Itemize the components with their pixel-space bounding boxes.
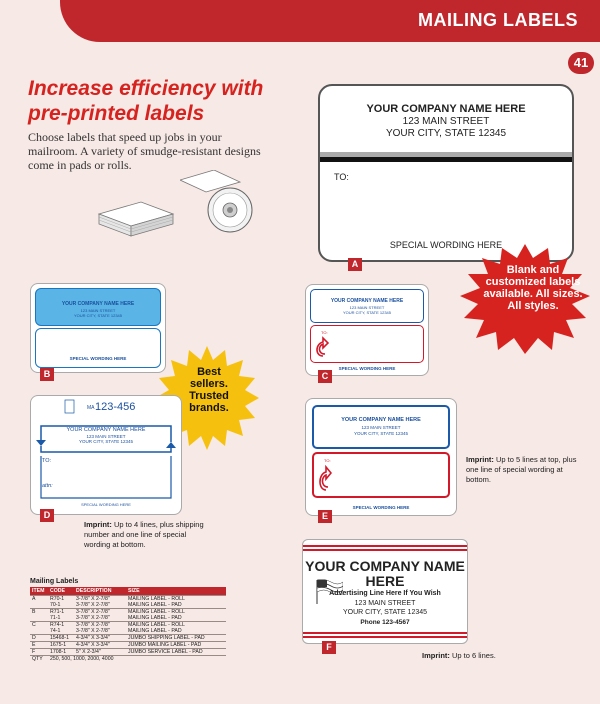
section-title: MAILING LABELS bbox=[418, 10, 578, 30]
mailing-labels-table bbox=[30, 578, 230, 662]
imprint-f-text: Up to 6 lines. bbox=[449, 651, 496, 660]
label-c-special-wording: SPECIAL WORDING HERE bbox=[338, 366, 396, 371]
label-d-code: MA bbox=[87, 405, 95, 411]
label-d-frame bbox=[31, 396, 181, 514]
label-e-company: YOUR COMPANY NAME HERE bbox=[341, 417, 421, 423]
label-c-address-box bbox=[310, 325, 424, 363]
label-c-sample bbox=[305, 284, 429, 376]
label-b-special-wording: SPECIAL WORDING HERE bbox=[69, 356, 127, 361]
table-cell-code: R71-1 bbox=[48, 609, 74, 616]
label-a-to: TO: bbox=[334, 172, 349, 182]
table-header-size: SIZE bbox=[128, 588, 140, 594]
table-header-item: ITEM bbox=[32, 588, 45, 594]
table-cell-item: QTY bbox=[30, 656, 48, 663]
starburst-blank-text: Blank and customized labels available. All sizes. All styles. bbox=[483, 264, 583, 312]
label-f-top-stripe bbox=[303, 549, 467, 551]
label-c-header-box bbox=[310, 289, 424, 323]
table-cell-description: 3-7/8" X 2-7/8" bbox=[74, 596, 126, 603]
table-cell-item: E bbox=[30, 642, 48, 649]
tag-c: C bbox=[318, 370, 332, 383]
imprint-d bbox=[84, 520, 204, 550]
label-d-street: 123 MAIN STREET bbox=[86, 434, 126, 439]
table-cell-code: R70-1 bbox=[48, 596, 74, 603]
label-e-address-box bbox=[312, 452, 450, 498]
label-f-phone: Phone 123-4567 bbox=[360, 619, 410, 626]
label-d-attn: attn: bbox=[42, 483, 53, 489]
label-e-city: YOUR CITY, STATE 12345 bbox=[353, 431, 409, 436]
label-b-street: 123 MAIN STREET bbox=[80, 308, 116, 313]
table-cell-description: 3-7/8" X 2-7/8" bbox=[76, 615, 110, 621]
label-b-city: YOUR CITY, STATE 12345 bbox=[73, 313, 123, 318]
table-row bbox=[30, 656, 226, 663]
label-b-sample bbox=[30, 283, 166, 373]
table-cell-description: 4-3/4" X 3-3/4" bbox=[74, 642, 126, 649]
label-d-to: TO: bbox=[42, 458, 52, 464]
label-f-street: 123 MAIN STREET bbox=[354, 600, 416, 607]
table-cell-description: 3-7/8" X 2-7/8" bbox=[74, 609, 126, 616]
table-row bbox=[30, 635, 226, 642]
label-a-special-wording: SPECIAL WORDING HERE bbox=[389, 240, 503, 250]
tag-a: A bbox=[348, 258, 362, 271]
table-cell-size: MAILING LABEL - ROLL bbox=[126, 596, 226, 603]
table-cell-code: 74-1 bbox=[50, 628, 61, 634]
table-cell-code: 70-1 bbox=[50, 602, 61, 608]
tag-d: D bbox=[40, 509, 54, 522]
table-cell-size: JUMBO SHIPPING LABEL - PAD bbox=[126, 635, 226, 642]
table-header-row bbox=[30, 587, 226, 596]
label-roll-illustration bbox=[180, 170, 260, 234]
header-bar bbox=[0, 0, 600, 46]
imprint-f-label: Imprint: bbox=[422, 651, 450, 660]
table-row bbox=[30, 649, 226, 656]
table-cell-code: 71-1 bbox=[50, 615, 61, 621]
tag-b: B bbox=[40, 368, 54, 381]
label-c-to: TO: bbox=[321, 330, 328, 335]
label-d-company: YOUR COMPANY NAME HERE bbox=[66, 427, 146, 433]
table-body bbox=[30, 596, 226, 663]
label-c-city: YOUR CITY, STATE 12345 bbox=[342, 310, 392, 315]
label-f-bottom-stripe bbox=[303, 632, 467, 634]
label-d-special-wording: SPECIAL WORDING HERE bbox=[81, 502, 131, 507]
table-cell-size: MAILING LABEL - PAD bbox=[128, 602, 182, 608]
table-cell-item: C bbox=[30, 622, 48, 629]
curved-arrow-icon bbox=[313, 332, 329, 358]
table-cell-description: 3-7/8" X 2-7/8" bbox=[74, 622, 126, 629]
tag-e: E bbox=[318, 510, 332, 523]
imprint-f bbox=[422, 651, 542, 661]
table-cell-code: 15468-1 bbox=[48, 635, 74, 642]
table-cell-description: 3-7/8" X 2-7/8" bbox=[76, 602, 110, 608]
label-f-top-stripe bbox=[303, 545, 467, 547]
table-cell-description: 5" X 2-3/4" bbox=[74, 649, 126, 656]
label-a-city: YOUR CITY, STATE 12345 bbox=[385, 128, 507, 139]
table-cell-size: MAILING LABEL - PAD bbox=[128, 615, 182, 621]
label-pad-illustration bbox=[95, 200, 175, 240]
label-e-to: TO: bbox=[324, 458, 331, 463]
label-c-street: 123 MAIN STREET bbox=[349, 305, 385, 310]
table-header-description: DESCRIPTION bbox=[76, 588, 112, 594]
label-a-sample bbox=[318, 84, 574, 262]
table-cell-size: JUMBO SERVICE LABEL - PAD bbox=[126, 649, 226, 656]
label-e-street: 123 MAIN STREET bbox=[361, 425, 401, 430]
label-c-company: YOUR COMPANY NAME HERE bbox=[330, 298, 404, 304]
table-cell-code: 1708-1 bbox=[48, 649, 74, 656]
table-cell-item: D bbox=[30, 635, 48, 642]
table-cell-item: B bbox=[30, 609, 48, 616]
intro-text: Choose labels that speed up jobs in your mailroom. A variety of smudge-resistant designs come in pads or rolls. bbox=[28, 130, 261, 172]
table-cell-size: MAILING LABEL - ROLL bbox=[126, 622, 226, 629]
label-b-company: YOUR COMPANY NAME HERE bbox=[61, 301, 135, 307]
label-d-shipping-number: 123-456 bbox=[95, 401, 136, 413]
label-f-city: YOUR CITY, STATE 12345 bbox=[342, 609, 428, 616]
table-header-code: CODE bbox=[50, 588, 65, 594]
label-d-sample bbox=[30, 395, 182, 515]
product-table bbox=[30, 587, 226, 662]
curved-arrow-icon bbox=[316, 460, 332, 492]
label-b-header-box bbox=[35, 288, 161, 326]
label-f-bottom-stripe bbox=[303, 636, 467, 638]
label-f-company: YOUR COMPANY NAME HERE bbox=[305, 558, 465, 589]
headline: Increase efficiency with pre-printed labels bbox=[28, 77, 264, 125]
label-a-street: 123 MAIN STREET bbox=[402, 116, 490, 127]
imprint-e bbox=[466, 455, 578, 485]
table-cell-size: MAILING LABEL - PAD bbox=[128, 628, 182, 634]
label-b-address-box bbox=[35, 328, 161, 368]
imprint-d-text: Up to 4 lines, plus shipping number and one line of special wording at bottom. bbox=[84, 520, 204, 549]
label-a-black-stripe bbox=[320, 157, 572, 162]
imprint-d-label: Imprint: bbox=[84, 520, 112, 529]
imprint-e-text: Up to 5 lines at top, plus one line of special wording at bottom. bbox=[466, 455, 577, 484]
table-cell-item: F bbox=[30, 649, 48, 656]
label-a-company: YOUR COMPANY NAME HERE bbox=[366, 103, 526, 115]
table-cell-description: 4-3/4" X 3-3/4" bbox=[74, 635, 126, 642]
table-cell-code: R74-1 bbox=[48, 622, 74, 629]
label-e-special-wording: SPECIAL WORDING HERE bbox=[352, 505, 410, 510]
table-cell-code: 1675-1 bbox=[48, 642, 74, 649]
tag-f: F bbox=[322, 641, 336, 654]
table-cell-size: JUMBO MAILING LABEL - PAD bbox=[126, 642, 226, 649]
label-f-advertising-line: Advertising Line Here If You Wish bbox=[329, 590, 441, 597]
table-cell-item: A bbox=[30, 596, 48, 603]
table-row bbox=[30, 642, 226, 649]
table-cell-size: MAILING LABEL - ROLL bbox=[126, 609, 226, 616]
page-number: 41 bbox=[568, 52, 594, 74]
label-d-city: YOUR CITY, STATE 12345 bbox=[78, 439, 134, 444]
label-e-sample bbox=[305, 398, 457, 516]
table-cell-description: 3-7/8" X 2-7/8" bbox=[76, 628, 110, 634]
table-cell-quantities: 250, 500, 1000, 2000, 4000 bbox=[48, 656, 226, 663]
table-title: Mailing Labels bbox=[30, 578, 79, 585]
imprint-e-label: Imprint: bbox=[466, 455, 494, 464]
label-f-sample bbox=[302, 539, 468, 644]
label-e-header-box bbox=[312, 405, 450, 449]
starburst-best-text: Best sellers. Trusted brands. bbox=[189, 366, 229, 414]
